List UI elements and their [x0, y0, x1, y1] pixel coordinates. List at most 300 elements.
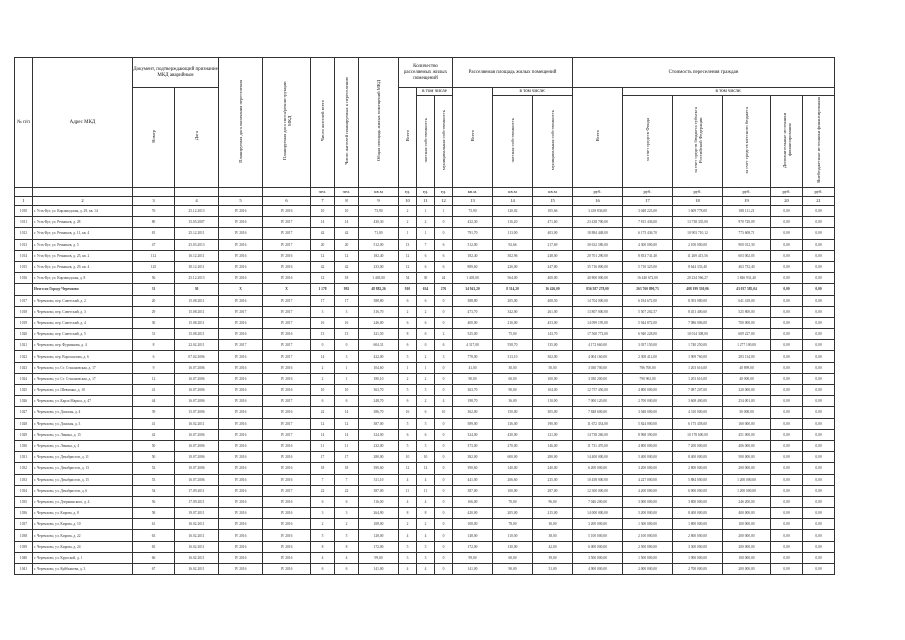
table-cell: 1013	[15, 239, 33, 250]
address-cell: г. Усть-Кут, ул. Речников, д. 11, кв. 4	[33, 228, 133, 239]
column-number-cell: 9	[359, 197, 399, 206]
address-cell: г. Черемхово, пер. Советский, д. 5	[33, 329, 133, 340]
address-cell: г. Черемхово, ул. Декабристов, д. 15	[33, 474, 133, 485]
table-cell: 141,00	[453, 564, 493, 575]
table-cell: 500 000,00	[723, 452, 771, 463]
unit-cell: руб.	[573, 188, 623, 197]
table-cell: 0,00	[803, 385, 835, 396]
table-cell: 16	[335, 317, 359, 328]
table-cell: 16.07.2006	[175, 474, 219, 485]
table-cell: IV 2016	[263, 564, 311, 575]
address-cell: г. Черемхово, ул. Кирова, д. 24	[33, 541, 133, 552]
table-cell: 20 234 566,27	[673, 273, 723, 284]
table-cell: 135,00	[533, 340, 573, 351]
table-cell: 1 800 000,00	[673, 519, 723, 530]
table-cell: 47	[133, 239, 175, 250]
table-cell: 2	[311, 362, 335, 373]
unit-cell: ед.	[417, 188, 435, 197]
table-row	[15, 552, 835, 563]
table-cell: 8	[133, 340, 175, 351]
table-cell: 14 400 000,00	[573, 452, 623, 463]
table-cell: 6	[417, 317, 435, 328]
table-cell: 16.07.2006	[175, 396, 219, 407]
table-cell: IV 2017	[263, 228, 311, 239]
table-cell: 0	[311, 340, 335, 351]
table-cell: 38,00	[533, 530, 573, 541]
table-cell: 4	[399, 530, 417, 541]
table-cell: IV 2016	[219, 541, 263, 552]
table-cell: 198,70	[453, 396, 493, 407]
table-cell: 3	[399, 552, 417, 563]
table-cell: 130,00	[493, 541, 533, 552]
table-cell: 5 400 000,00	[623, 452, 673, 463]
col-header-extra: Дополнительные источники финансирования	[771, 96, 803, 188]
table-cell: 386,70	[359, 407, 399, 418]
table-cell: 4	[417, 496, 435, 507]
address-cell: г. Черемхово, ул. Кирова, д. 8	[33, 508, 133, 519]
table-cell: 311,10	[359, 474, 399, 485]
table-cell: IV 2016	[263, 362, 311, 373]
col-header-nonbudget: Внебюджетные источники финансирования	[803, 96, 835, 188]
table-cell: 1034	[15, 485, 33, 496]
table-cell: 5 944 872,00	[623, 317, 673, 328]
table-cell: 14	[311, 351, 335, 362]
table-cell: 8 400 000,00	[673, 508, 723, 519]
table-cell: 791,70	[453, 228, 493, 239]
table-cell: 5	[399, 440, 417, 451]
table-cell: 3 418 836,00	[573, 206, 623, 217]
table-cell: 0	[435, 429, 453, 440]
table-cell: 0	[435, 541, 453, 552]
table-cell: 2	[335, 519, 359, 530]
table-cell: 10	[399, 452, 417, 463]
table-cell: 11	[311, 440, 335, 451]
table-cell: 2	[399, 306, 417, 317]
table-cell: 11 269 415,56	[673, 250, 723, 261]
table-cell: 0,00	[803, 261, 835, 272]
table-cell: 56	[133, 496, 175, 507]
table-cell: 125	[133, 261, 175, 272]
table-cell: 0	[435, 552, 453, 563]
table-cell: 13	[335, 329, 359, 340]
column-numbers-row	[15, 197, 835, 206]
col-subgroup-cost-incl: в том числе:	[623, 88, 835, 96]
table-cell: 8 644 333,40	[673, 261, 723, 272]
table-cell: 11 672 354,00	[573, 418, 623, 429]
table-cell: 1026	[15, 396, 33, 407]
table-cell: 430,00	[493, 429, 533, 440]
table-cell: 473,70	[453, 306, 493, 317]
table-cell: 18	[311, 463, 335, 474]
table-cell: IV 2016	[219, 508, 263, 519]
table-cell: 8	[417, 508, 435, 519]
table-cell: 0	[435, 385, 453, 396]
table-cell: 22	[335, 485, 359, 496]
table-cell: 13	[399, 239, 417, 250]
column-number-cell: 13	[453, 197, 493, 206]
table-cell: 2 100 000,00	[673, 239, 723, 250]
table-cell: 0,00	[771, 440, 803, 451]
table-cell: 217,69	[533, 239, 573, 250]
column-number-cell: 20	[771, 197, 803, 206]
table-cell: 43 037 585,04	[723, 284, 771, 295]
table-cell: 0,00	[803, 295, 835, 306]
table-cell: 320 000,00	[723, 385, 771, 396]
table-cell: 0,00	[771, 541, 803, 552]
address-cell: г. Черемхово, пер. Ворошилова, д. 6	[33, 351, 133, 362]
table-cell: IV 2016	[263, 261, 311, 272]
table-cell: 2	[417, 217, 435, 228]
table-cell: 25.03.2013	[175, 239, 219, 250]
table-cell: 5	[399, 418, 417, 429]
table-cell: 10	[311, 385, 335, 396]
table-row	[15, 362, 835, 373]
table-cell: 1	[417, 228, 435, 239]
column-number-cell: 11	[417, 197, 435, 206]
table-row	[15, 206, 835, 217]
table-cell: 1	[335, 373, 359, 384]
table-cell: 80	[133, 217, 175, 228]
table-cell: 4 900 000,00	[573, 564, 623, 575]
table-cell: 0,00	[803, 541, 835, 552]
address-cell: г. Черемхово, ул. Шевченко, д. 10	[33, 385, 133, 396]
table-cell: 1025	[15, 385, 33, 396]
table-cell: 16.02.2011	[175, 552, 219, 563]
col-header-fund: за счет средств Фонда	[623, 96, 673, 188]
column-number-cell: 7	[311, 197, 335, 206]
table-cell: 387,00	[453, 485, 493, 496]
table-cell: 75,00	[493, 329, 533, 340]
table-cell: 1014	[15, 250, 33, 261]
table-cell: 0,00	[771, 295, 803, 306]
table-cell: 136,00	[493, 418, 533, 429]
table-cell: 0,00	[771, 284, 803, 295]
table-cell: 10	[435, 407, 453, 418]
table-cell: 0,00	[771, 519, 803, 530]
table-cell: 42	[335, 261, 359, 272]
table-cell: 2	[417, 306, 435, 317]
table-row	[15, 329, 835, 340]
table-cell: 390,60	[359, 463, 399, 474]
table-cell: 141,00	[359, 564, 399, 575]
table-cell: IV 2016	[219, 530, 263, 541]
table-cell: 1032	[15, 463, 33, 474]
table-cell: 180,10	[359, 373, 399, 384]
address-cell: г. Черемхово, ул. Ст. Стахановская, д. 17	[33, 373, 133, 384]
table-cell: 4 200 000,00	[623, 485, 673, 496]
table-cell: 182,40	[359, 250, 399, 261]
table-cell: 100 000,00	[723, 552, 771, 563]
unit-cell: руб.	[723, 188, 771, 197]
table-cell: 104,00	[533, 385, 573, 396]
table-cell: 0,00	[771, 373, 803, 384]
table-cell: 15.07.2006	[175, 407, 219, 418]
col-subgroup-rooms-incl: в том числе	[417, 88, 453, 96]
table-cell: 10	[335, 206, 359, 217]
col-subgroup-area-incl: в том числе:	[493, 88, 573, 96]
table-cell: 3 300 000,00	[673, 541, 723, 552]
table-cell: 2 700 000,00	[673, 564, 723, 575]
col-header-doc-date: Дата	[175, 88, 219, 188]
table-cell: 603 002,05	[723, 250, 771, 261]
table-cell: 6	[435, 340, 453, 351]
table-cell: 42	[311, 261, 335, 272]
table-cell: 17	[311, 452, 335, 463]
address-cell: г. Черемхово, ул. Ленина, д. 4	[33, 440, 133, 451]
table-cell: 140,00	[493, 463, 533, 474]
table-cell: 5	[399, 351, 417, 362]
table-cell: 420,00	[453, 508, 493, 519]
table-row	[15, 306, 835, 317]
unit-cell: кв.м	[359, 188, 399, 197]
table-cell: 6	[399, 295, 417, 306]
table-cell: 970 720,09	[723, 217, 771, 228]
address-cell: г. Черемхово, ул. Донская, д. 3	[33, 418, 133, 429]
unit-cell	[33, 188, 133, 197]
table-cell: 525 800,00	[723, 306, 771, 317]
table-cell: 8 393 080,00	[673, 295, 723, 306]
address-cell: г. Черемхово, ул. Ст. Стахановская, д. 17	[33, 362, 133, 373]
table-cell: 206,60	[493, 474, 533, 485]
table-cell: 246,00	[359, 317, 399, 328]
table-cell: 2 700 000,00	[623, 396, 673, 407]
table-cell: 463 733,40	[723, 261, 771, 272]
table-cell: 6 200 000,00	[573, 463, 623, 474]
table-cell: 0,00	[771, 452, 803, 463]
table-cell: 342,00	[493, 306, 533, 317]
table-cell: 316,70	[359, 306, 399, 317]
table-cell: 1 200 000,00	[723, 485, 771, 496]
table-cell: 0,00	[803, 474, 835, 485]
table-cell: IV 2016	[263, 474, 311, 485]
table-cell: 1029	[15, 429, 33, 440]
table-cell: 0,00	[803, 351, 835, 362]
table-cell: 1021	[15, 340, 33, 351]
table-cell: 200 000,00	[723, 541, 771, 552]
table-cell: 100,00	[533, 373, 573, 384]
table-cell: 362,00	[453, 407, 493, 418]
table-cell: 200 000,00	[723, 463, 771, 474]
address-cell: г. Черемхово, ул. Ленина, д. 15	[33, 429, 133, 440]
table-cell: 61	[133, 519, 175, 530]
table-cell: 0,00	[771, 407, 803, 418]
table-cell: 525,00	[453, 329, 493, 340]
table-row	[15, 440, 835, 451]
table-cell: IV 2016	[219, 228, 263, 239]
table-cell: 388,80	[359, 295, 399, 306]
table-cell: IV 2016	[219, 261, 263, 272]
table-cell: 54	[133, 485, 175, 496]
unit-cell: руб.	[673, 188, 723, 197]
table-cell: 2	[417, 396, 435, 407]
table-cell: 71,00	[359, 228, 399, 239]
table-cell: 400 000,00	[723, 508, 771, 519]
table-cell: 0,00	[771, 385, 803, 396]
table-cell: 12	[417, 463, 435, 474]
table-cell: 700 000,00	[723, 317, 771, 328]
table-cell: 30	[417, 273, 435, 284]
table-cell: 276	[435, 284, 453, 295]
table-cell: 6 175 458,00	[673, 418, 723, 429]
table-cell: 5	[311, 530, 335, 541]
table-cell: 0,00	[771, 530, 803, 541]
table-cell: 112	[133, 250, 175, 261]
table-cell: 856 587 278,00	[573, 284, 623, 295]
table-cell: 1 609 778,00	[673, 206, 723, 217]
table-cell: 30	[133, 317, 175, 328]
table-cell: 0,00	[803, 329, 835, 340]
table-cell: 11	[335, 440, 359, 451]
table-cell: 11	[399, 485, 417, 496]
table-cell: IV 2016	[219, 452, 263, 463]
table-cell: 0,00	[771, 564, 803, 575]
table-cell: 60,00	[493, 373, 533, 384]
address-cell: г. Усть-Кут, ул. Речников, д. 29, кв. 4	[33, 261, 133, 272]
table-cell: 40 800 000,00	[573, 273, 623, 284]
table-cell: 1039	[15, 541, 33, 552]
table-cell: IV 2016	[263, 530, 311, 541]
table-cell: 216,00	[493, 317, 533, 328]
table-cell: 6	[335, 496, 359, 507]
col-header-local-budget: за счет средств местного бюджета	[723, 96, 771, 188]
table-cell: IV 2017	[219, 306, 263, 317]
col-header-cost-total: Всего	[573, 88, 623, 188]
col-header-rooms-municipal: муниципальная собственность	[435, 96, 453, 188]
table-cell: 70,00	[493, 496, 533, 507]
table-cell: 0,00	[803, 463, 835, 474]
table-cell: IV 2016	[263, 463, 311, 474]
table-cell: 1 403,00	[453, 273, 493, 284]
table-cell: 10.07.2006	[175, 452, 219, 463]
table-row	[15, 396, 835, 407]
table-cell: 6	[399, 429, 417, 440]
table-cell: 0,00	[803, 206, 835, 217]
table-cell: 121,00	[533, 429, 573, 440]
address-cell: г. Черемхово, ул. Дзержинского, д. 4	[33, 496, 133, 507]
table-cell: 0	[435, 418, 453, 429]
table-cell: 4	[311, 552, 335, 563]
table-cell: 31	[133, 329, 175, 340]
table-cell: 13 807 000,00	[573, 306, 623, 317]
table-cell: IV 2017	[219, 340, 263, 351]
column-number-cell: 19	[723, 197, 771, 206]
table-cell: 321,50	[359, 329, 399, 340]
table-row	[15, 463, 835, 474]
table-cell: 2	[417, 519, 435, 530]
table-cell: 0,00	[803, 273, 835, 284]
table-cell: 30 632 580,00	[573, 239, 623, 250]
table-cell: 1036	[15, 508, 33, 519]
table-cell: 302,96	[493, 250, 533, 261]
table-cell: 6	[399, 317, 417, 328]
table-cell: 6	[335, 396, 359, 407]
table-cell: 16.07.2006	[175, 385, 219, 396]
address-cell: г. Черемхово, ул. Кирова, д. 10	[33, 519, 133, 530]
table-cell: 116,00	[359, 496, 399, 507]
table-cell: 0,00	[803, 452, 835, 463]
table-cell: IV 2016	[263, 273, 311, 284]
unit-cell: ед.	[435, 188, 453, 197]
table-cell: 264,90	[359, 508, 399, 519]
col-header-area-municipal: муниципальная собственность	[533, 96, 573, 188]
table-cell: 4	[399, 474, 417, 485]
table-cell: 16.07.2006	[175, 373, 219, 384]
table-cell: IV 2016	[219, 351, 263, 362]
table-cell: 3	[335, 306, 359, 317]
table-cell: 50	[133, 440, 175, 451]
table-cell: 604,31	[359, 340, 399, 351]
table-cell: 67	[133, 564, 175, 575]
table-cell: 6 900 000,00	[673, 485, 723, 496]
table-cell: 105,66	[533, 206, 573, 217]
table-cell: IV 2016	[263, 452, 311, 463]
table-cell: 1012	[15, 228, 33, 239]
col-group-rooms: Количество расселяемых жилых помещений	[399, 58, 453, 88]
address-cell: г. Черемхово, ул. Кирова, д. 22	[33, 530, 133, 541]
table-cell: 910	[399, 284, 417, 295]
table-cell: 1011	[15, 217, 33, 228]
table-cell: 92,66	[493, 239, 533, 250]
table-cell: 441,00	[453, 474, 493, 485]
address-cell: г. Усть-Кут, ул. Речников, д. 28	[33, 217, 133, 228]
table-cell: 992	[335, 284, 359, 295]
column-number-cell: 14	[493, 197, 533, 206]
table-cell: 10 903 710,12	[673, 228, 723, 239]
table-cell: 1	[417, 362, 435, 373]
table-cell: 4 004 160,00	[573, 351, 623, 362]
table-row	[15, 228, 835, 239]
table-cell: 0,00	[803, 284, 835, 295]
table-cell: 0,00	[771, 362, 803, 373]
address-cell: г. Черемхово, пер. Советский, д. 3	[33, 306, 133, 317]
unit-cell: руб.	[771, 188, 803, 197]
table-cell: 0,00	[771, 317, 803, 328]
address-cell: г. Усть-Кут, ул. Кирзаводская, д. 8	[33, 273, 133, 284]
table-cell: 3 030 700,00	[573, 362, 623, 373]
table-cell: 78,00	[493, 519, 533, 530]
table-cell: Х	[263, 284, 311, 295]
table-cell: 641 418,00	[723, 295, 771, 306]
table-row	[15, 373, 835, 384]
table-cell: IV 2016	[219, 373, 263, 384]
column-number-cell: 21	[803, 197, 835, 206]
address-cell: г. Черемхово, пер. Советский, д. 4	[33, 317, 133, 328]
table-cell: IV 2016	[263, 552, 311, 563]
table-cell: 270,00	[493, 440, 533, 451]
table-cell: 0	[435, 295, 453, 306]
column-number-cell: 4	[175, 197, 219, 206]
table-cell: 6	[435, 261, 453, 272]
table-cell: 1017	[15, 295, 33, 306]
table-cell: 50,00	[533, 362, 573, 373]
table-cell: 324,00	[359, 429, 399, 440]
table-row	[15, 485, 835, 496]
table-cell: 16.07.2006	[175, 440, 219, 451]
table-cell: 786 700,00	[623, 362, 673, 373]
table-cell: 0	[435, 508, 453, 519]
table-cell: 1 277 100,00	[723, 340, 771, 351]
table-cell: 0,00	[803, 429, 835, 440]
table-cell: 0,00	[803, 496, 835, 507]
table-cell: 5 200 000,00	[623, 508, 673, 519]
table-cell: IV 2016	[263, 541, 311, 552]
table-row	[15, 217, 835, 228]
table-cell: 564,00	[493, 273, 533, 284]
table-cell: 1	[399, 228, 417, 239]
table-cell: 1 403,00	[359, 273, 399, 284]
address-cell: г. Черемхово, ул. Крупской, д. 1	[33, 552, 133, 563]
table-cell: 432,30	[453, 217, 493, 228]
